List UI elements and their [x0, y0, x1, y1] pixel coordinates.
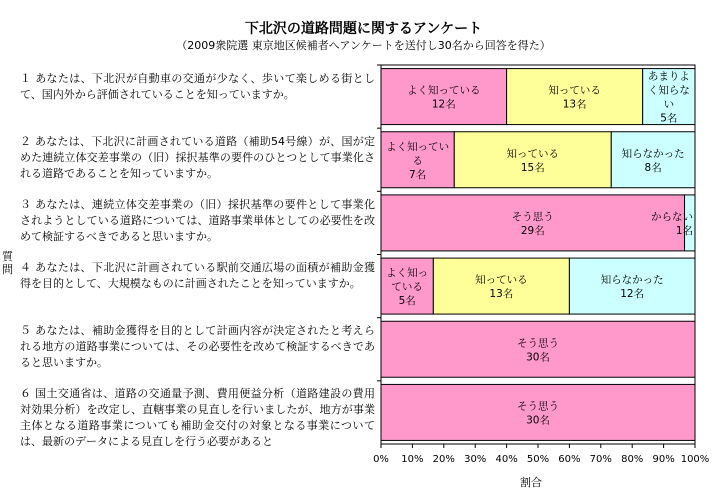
- data-label-category: あまりよ: [647, 70, 690, 83]
- x-tick-label: 10%: [401, 454, 424, 465]
- question-label: ６ 国土交通省は、道路の交通量予測、費用便益分析（道路建設の費用対効果分析）を改定し、直轄事業の見直しを行いましたが、地方が事業主体となる道路事業についても補助金交付の対象となる事業については、最新のデータによる見直しを行う必要があると: [20, 387, 375, 447]
- x-tick-label: 60%: [558, 454, 581, 465]
- data-label-count: 12名: [620, 288, 645, 301]
- data-label-count: 1名: [675, 224, 693, 237]
- data-label-count: 30名: [526, 351, 550, 364]
- bar-segment: [611, 132, 695, 188]
- data-label-category: 知っている: [506, 147, 560, 160]
- data-label-count: 5名: [398, 295, 416, 308]
- x-tick-label: 40%: [495, 454, 518, 465]
- data-label-count: 15名: [520, 161, 545, 174]
- x-tick-label: 70%: [589, 454, 612, 465]
- question-label: ４ あなたは、下北沢に計画されている駅前交通広場の面積が補助金獲得を目的として、大規模なものに計画されたことを知っていますか。: [20, 261, 375, 291]
- question-label: ３ あなたは、連続立体交差事業の（旧）採択基準の要件として事業化されようとしている道路については、道路事業単体としての必要性を改めて検証するべきであると思いますか。: [20, 197, 375, 243]
- x-tick-label: 100%: [680, 454, 710, 465]
- data-label-count: 12名: [431, 98, 456, 111]
- data-label-category: よく知っ: [386, 267, 429, 280]
- data-label-count: 13名: [489, 288, 514, 301]
- y-axis-label: 質問: [2, 250, 13, 276]
- bar-segment: [381, 321, 695, 377]
- data-label-count: 7名: [409, 168, 427, 181]
- question-label: １ あなたは、下北沢が自動車の交通が少なく、歩いて楽しめる街として、国内外から評価されていることを知っていますか。: [20, 71, 375, 101]
- question-label: ２ あなたは、下北沢に計画されている道路（補助54号線）が、国が定めた連続立体交差事業の（旧）採択基準の要件のひとつとして事業化される道路であることを知っていますか。: [20, 134, 375, 180]
- data-label-category: 知っている: [548, 84, 601, 97]
- data-label-count: 29名: [520, 224, 545, 237]
- data-label-category: ている: [391, 281, 423, 294]
- x-tick-label: 80%: [621, 454, 644, 465]
- data-label-category: そう思う: [517, 337, 559, 350]
- data-label-count: 8名: [644, 161, 662, 174]
- chart-subtitle: （2009衆院選 東京地区候補者へアンケートを送付し30名から回答を得た）: [176, 39, 551, 52]
- data-label-category: 知らなかった: [621, 147, 685, 160]
- bar-segment: [454, 132, 611, 188]
- data-label-count: 30名: [526, 414, 550, 427]
- data-label-category: く知らな: [647, 84, 690, 97]
- x-tick-label: 0%: [373, 454, 389, 465]
- x-tick-label: 20%: [432, 454, 455, 465]
- chart-title: 下北沢の道路問題に関するアンケート: [244, 21, 483, 37]
- data-label-category: よく知っている: [407, 84, 481, 97]
- question-label: ５ あなたは、補助金獲得を目的として計画内容が決定されたと考えられる地方の道路事業については、その必要性を改めて検証するべきであると思いますか。: [20, 324, 375, 370]
- data-label-category: そう思う: [517, 400, 559, 413]
- data-label-category: る: [412, 154, 423, 167]
- data-label-category: そう思う: [511, 210, 554, 223]
- data-label-category: からない: [651, 210, 693, 223]
- data-label-category: 知っている: [475, 274, 528, 287]
- x-axis-label: 割合: [520, 476, 542, 489]
- x-tick-label: 90%: [652, 454, 675, 465]
- x-tick-label: 50%: [526, 454, 550, 465]
- data-label-category: よく知ってい: [386, 140, 450, 153]
- data-label-count: 13名: [562, 98, 587, 111]
- data-label-category: 知らなかった: [600, 274, 664, 287]
- x-tick-label: 30%: [464, 454, 487, 465]
- data-label-count: 5名: [660, 112, 678, 125]
- data-label-category: い: [663, 98, 675, 111]
